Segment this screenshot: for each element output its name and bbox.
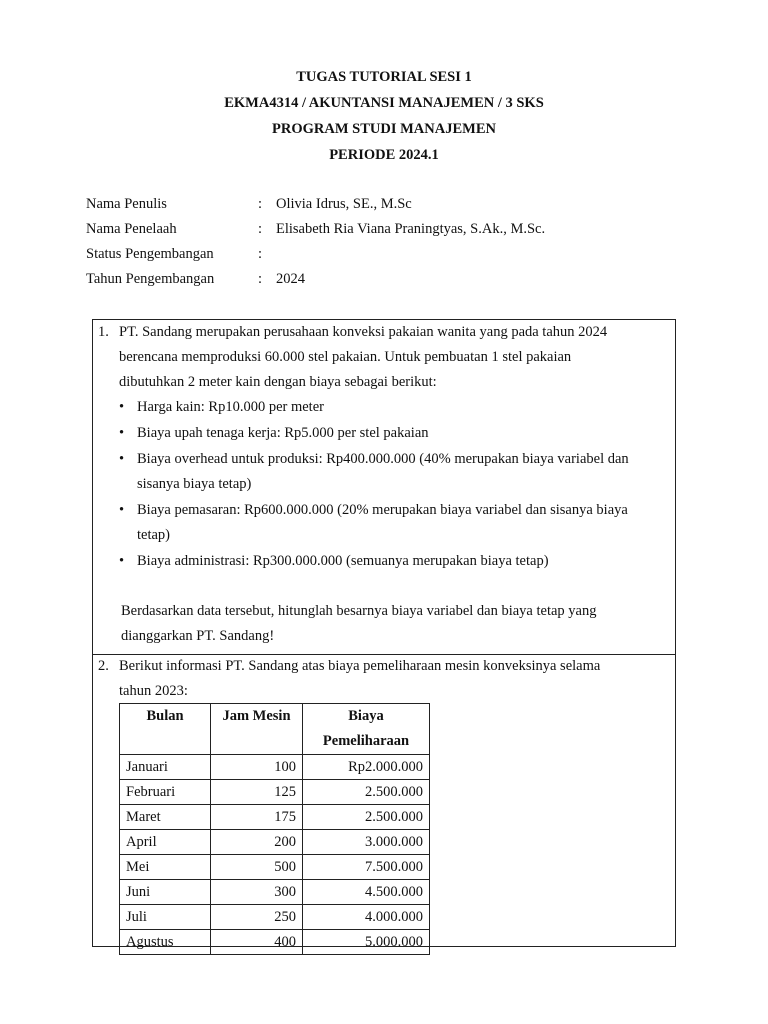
- task-text: berencana memproduksi 60.000 stel pakaian. Untuk pembuatan 1 stel pakaian: [119, 349, 572, 365]
- meta-colon: :: [258, 271, 263, 287]
- table-row: [120, 855, 430, 880]
- bullet-icon: •: [119, 502, 125, 518]
- cell-jam-mesin: 250: [211, 905, 303, 930]
- cell-jam-mesin: 200: [211, 830, 303, 855]
- header-cell-text: Jam Mesin: [222, 708, 291, 724]
- cell-biaya: 2.500.000: [303, 780, 430, 805]
- header-cell-text: Bulan: [146, 708, 184, 724]
- header-title: TUGAS TUTORIAL SESI 1: [296, 69, 472, 85]
- cell-jam-mesin: 300: [211, 880, 303, 905]
- table-header-row: [120, 704, 430, 755]
- meta-row-status: [86, 242, 686, 267]
- task-number: 2.: [98, 658, 109, 674]
- cell-bulan: Juli: [120, 905, 211, 930]
- document-header: [0, 64, 768, 168]
- task-text: PT. Sandang merupakan perusahaan konveksi pakaian wanita yang pada tahun 2024: [119, 324, 608, 340]
- meta-row-penelaah: [86, 217, 686, 242]
- meta-colon: :: [258, 221, 263, 237]
- bullet-icon: •: [119, 399, 125, 415]
- meta-label: Nama Penulis: [86, 196, 167, 212]
- table-row: [120, 755, 430, 780]
- cell-biaya: Rp2.000.000: [303, 755, 430, 780]
- bullet-text: Biaya overhead untuk produksi: Rp400.000.000 (40% merupakan biaya variabel dan: [137, 451, 629, 467]
- cell-jam-mesin: 500: [211, 855, 303, 880]
- cell-bulan: Januari: [120, 755, 211, 780]
- table-row: [120, 905, 430, 930]
- task-number: 1.: [98, 324, 109, 340]
- task-1: [93, 320, 675, 655]
- task-2: [93, 654, 675, 950]
- table-row: [120, 780, 430, 805]
- author-info: [86, 192, 686, 292]
- cell-bulan: Februari: [120, 780, 211, 805]
- meta-row-penulis: [86, 192, 686, 217]
- meta-colon: :: [258, 196, 263, 212]
- bullet-text: Biaya upah tenaga kerja: Rp5.000 per stel pakaian: [137, 425, 429, 441]
- header-jam-mesin: [211, 704, 303, 755]
- bullet-text: sisanya biaya tetap): [137, 476, 252, 492]
- table-row: [120, 830, 430, 855]
- table-row: [120, 805, 430, 830]
- cell-jam-mesin: 100: [211, 755, 303, 780]
- header-cell-text: Biaya: [348, 708, 384, 724]
- bullet-text: Harga kain: Rp10.000 per meter: [137, 399, 324, 415]
- cell-bulan: Mei: [120, 855, 211, 880]
- question-text: dianggarkan PT. Sandang!: [121, 628, 275, 644]
- header-period: PERIODE 2024.1: [329, 147, 439, 163]
- cell-biaya: 3.000.000: [303, 830, 430, 855]
- bullet-icon: •: [119, 425, 125, 441]
- bullet-icon: •: [119, 553, 125, 569]
- meta-row-tahun: [86, 267, 686, 292]
- task-text: dibutuhkan 2 meter kain dengan biaya sebagai berikut:: [119, 374, 437, 390]
- meta-value: 2024: [276, 271, 305, 287]
- cell-biaya: 2.500.000: [303, 805, 430, 830]
- table-row: [120, 930, 430, 955]
- table-row: [120, 880, 430, 905]
- meta-value: Olivia Idrus, SE., M.Sc: [276, 196, 412, 212]
- header-program: PROGRAM STUDI MANAJEMEN: [272, 121, 496, 137]
- header-cell-text: Pemeliharaan: [322, 733, 410, 749]
- cell-biaya: 4.500.000: [303, 880, 430, 905]
- task-text: tahun 2023:: [119, 683, 188, 699]
- cell-jam-mesin: 400: [211, 930, 303, 955]
- meta-colon: :: [258, 246, 263, 262]
- cell-bulan: Maret: [120, 805, 211, 830]
- cell-bulan: Agustus: [120, 930, 211, 955]
- meta-label: Tahun Pengembangan: [86, 271, 215, 287]
- meta-label: Nama Penelaah: [86, 221, 177, 237]
- cell-bulan: Juni: [120, 880, 211, 905]
- meta-value: Elisabeth Ria Viana Praningtyas, S.Ak., M.Sc.: [276, 221, 546, 237]
- question-text: Berdasarkan data tersebut, hitunglah besarnya biaya variabel dan biaya tetap yang: [121, 603, 597, 619]
- header-biaya: [303, 704, 430, 755]
- cell-biaya: 5.000.000: [303, 930, 430, 955]
- header-bulan: [120, 704, 211, 755]
- meta-label: Status Pengembangan: [86, 246, 214, 262]
- cell-biaya: 4.000.000: [303, 905, 430, 930]
- bullet-icon: •: [119, 451, 125, 467]
- cell-biaya: 7.500.000: [303, 855, 430, 880]
- cell-bulan: April: [120, 830, 211, 855]
- cell-jam-mesin: 175: [211, 805, 303, 830]
- cell-jam-mesin: 125: [211, 780, 303, 805]
- task-box: [92, 319, 676, 950]
- bullet-text: Biaya pemasaran: Rp600.000.000 (20% merupakan biaya variabel dan sisanya biaya: [137, 502, 628, 518]
- bullet-text: Biaya administrasi: Rp300.000.000 (semuanya merupakan biaya tetap): [137, 553, 549, 569]
- header-course: EKMA4314 / AKUNTANSI MANAJEMEN / 3 SKS: [224, 95, 544, 111]
- task-text: Berikut informasi PT. Sandang atas biaya pemeliharaan mesin konveksinya selama: [119, 658, 601, 674]
- maintenance-table: [119, 703, 430, 955]
- bullet-text: tetap): [137, 527, 171, 543]
